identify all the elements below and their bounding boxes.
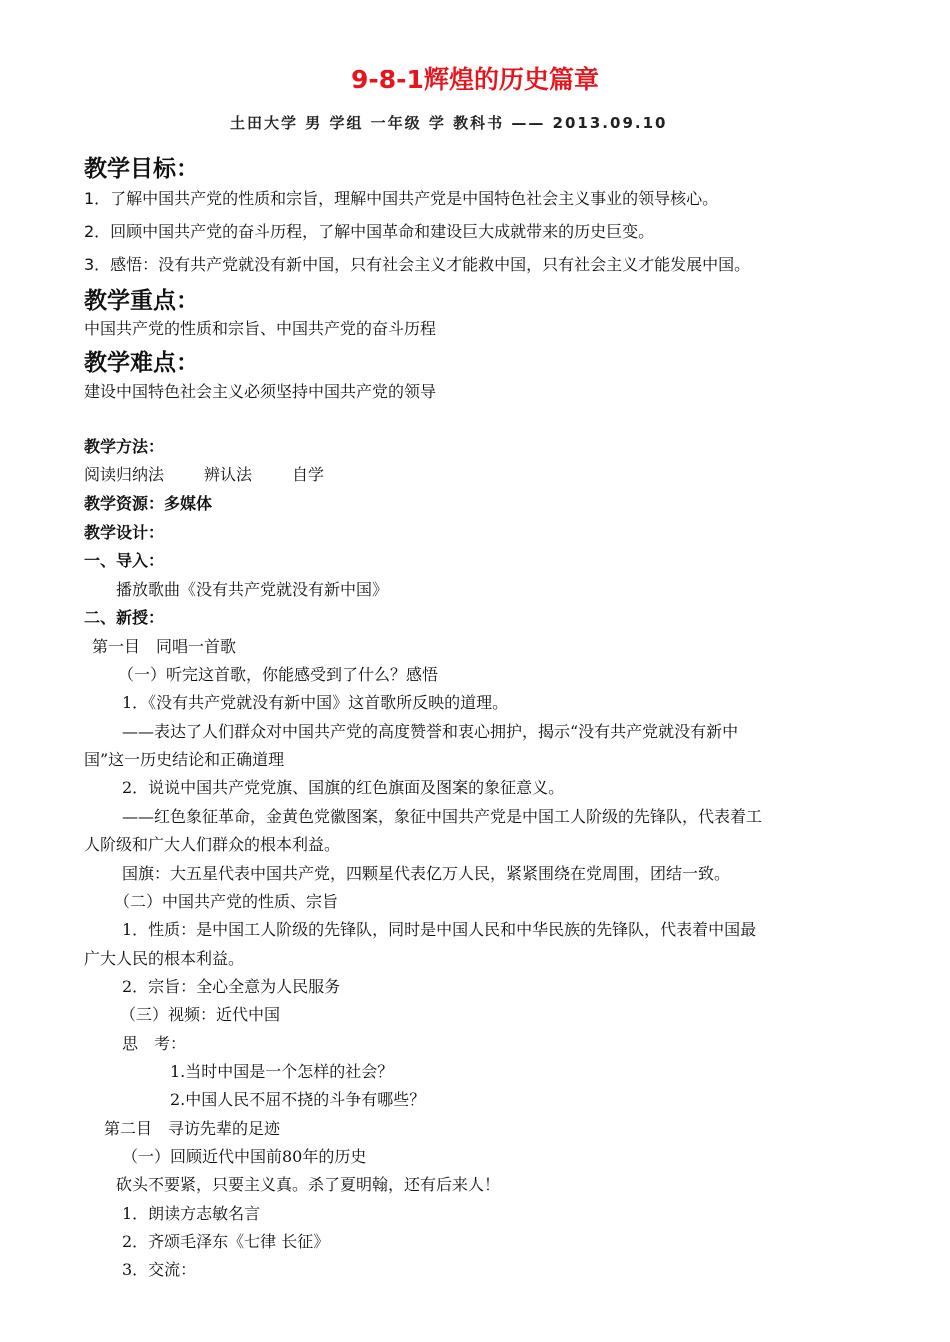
lesson-line: （三）视频：近代中国 — [120, 1005, 281, 1024]
lesson-line: 1．朗读方志敏名言 — [122, 1204, 261, 1223]
lesson-line: 国”这一历史结论和正确道理 — [84, 750, 285, 769]
resources-label: 教学资源：多媒体 — [84, 494, 213, 513]
method-item: 自学 — [292, 465, 325, 484]
lesson-line: （二）中国共产党的性质、宗旨 — [114, 892, 339, 911]
objective-item-3: 3．感悟：没有共产党就没有新中国，只有社会主义才能救中国，只有社会主义才能发展中国。 — [84, 255, 751, 274]
lesson-line: 2．说说中国共产党党旗、国旗的红色旗面及图案的象征意义。 — [122, 778, 565, 797]
lesson-line: （一）听完这首歌，你能感受到了什么？感悟 — [118, 665, 439, 684]
lesson-line: 2．宗旨：全心全意为人民服务 — [122, 977, 341, 996]
document-title: 9-8-1辉煌的历史篇章 — [351, 65, 599, 94]
intro-heading: 一、导入： — [84, 551, 165, 570]
lesson-line: 人阶级和广大人们群众的根本利益。 — [84, 835, 341, 854]
design-label: 教学设计： — [84, 523, 165, 542]
key-points-heading: 教学重点： — [84, 288, 199, 314]
lesson-line: 砍头不要紧，只要主义真。杀了夏明翰，还有后来人！ — [116, 1175, 501, 1194]
section-title: 第一目 同唱一首歌 — [92, 637, 237, 656]
lesson-line: 1．性质：是中国工人阶级的先锋队，同时是中国人民和中华民族的先锋队，代表着中国最 — [122, 920, 757, 939]
difficulties-text: 建设中国特色社会主义必须坚持中国共产党的领导 — [84, 382, 437, 401]
new-lesson-heading: 二、新授： — [84, 608, 165, 627]
lesson-line: ——表达了人们群众对中国共产党的高度赞誉和衷心拥护，揭示“没有共产党就没有新中 — [122, 722, 739, 741]
objective-item-1: 1．了解中国共产党的性质和宗旨，理解中国共产党是中国特色社会主义事业的领导核心。 — [84, 189, 719, 208]
cropped-header-line — [230, 114, 700, 136]
lesson-line: 1．《没有共产党就没有新中国》这首歌所反映的道理。 — [122, 693, 509, 712]
difficulties-heading: 教学难点： — [84, 350, 199, 376]
lesson-line: 1.当时中国是一个怎样的社会？ — [170, 1062, 394, 1081]
lesson-line: 3．交流： — [122, 1260, 197, 1279]
method-item: 阅读归纳法 — [84, 465, 165, 484]
lesson-line: 国旗：大五星代表中国共产党，四颗星代表亿万人民，紧紧围绕在党周围，团结一致。 — [122, 864, 731, 883]
lesson-line: ——红色象征革命，金黄色党徽图案，象征中国共产党是中国工人阶级的先锋队，代表着工 — [122, 807, 763, 826]
methods-label: 教学方法： — [84, 437, 165, 456]
lesson-line: 2．齐颂毛泽东《七律 长征》 — [122, 1232, 330, 1251]
objective-item-2: 2．回顾中国共产党的奋斗历程，了解中国革命和建设巨大成就带来的历史巨变。 — [84, 222, 655, 241]
methods-list — [84, 462, 324, 485]
method-item: 辨认法 — [204, 465, 253, 484]
objectives-heading: 教学目标： — [84, 156, 199, 182]
lesson-line: （一）回顾近代中国前80年的历史 — [122, 1147, 367, 1166]
cropped-header-text: 土田大学 男 学组 一年级 学 教科书 —— 2013.09.10 — [230, 114, 668, 132]
key-points-text: 中国共产党的性质和宗旨、中国共产党的奋斗历程 — [84, 319, 437, 338]
section-title: 第二目 寻访先辈的足迹 — [104, 1119, 281, 1138]
lesson-line: 广大人民的根本利益。 — [84, 949, 245, 968]
lesson-line: 2.中国人民不屈不挠的斗争有哪些？ — [170, 1090, 426, 1109]
intro-text: 播放歌曲《没有共产党就没有新中国》 — [116, 580, 389, 599]
lesson-line: 思 考： — [122, 1034, 187, 1053]
